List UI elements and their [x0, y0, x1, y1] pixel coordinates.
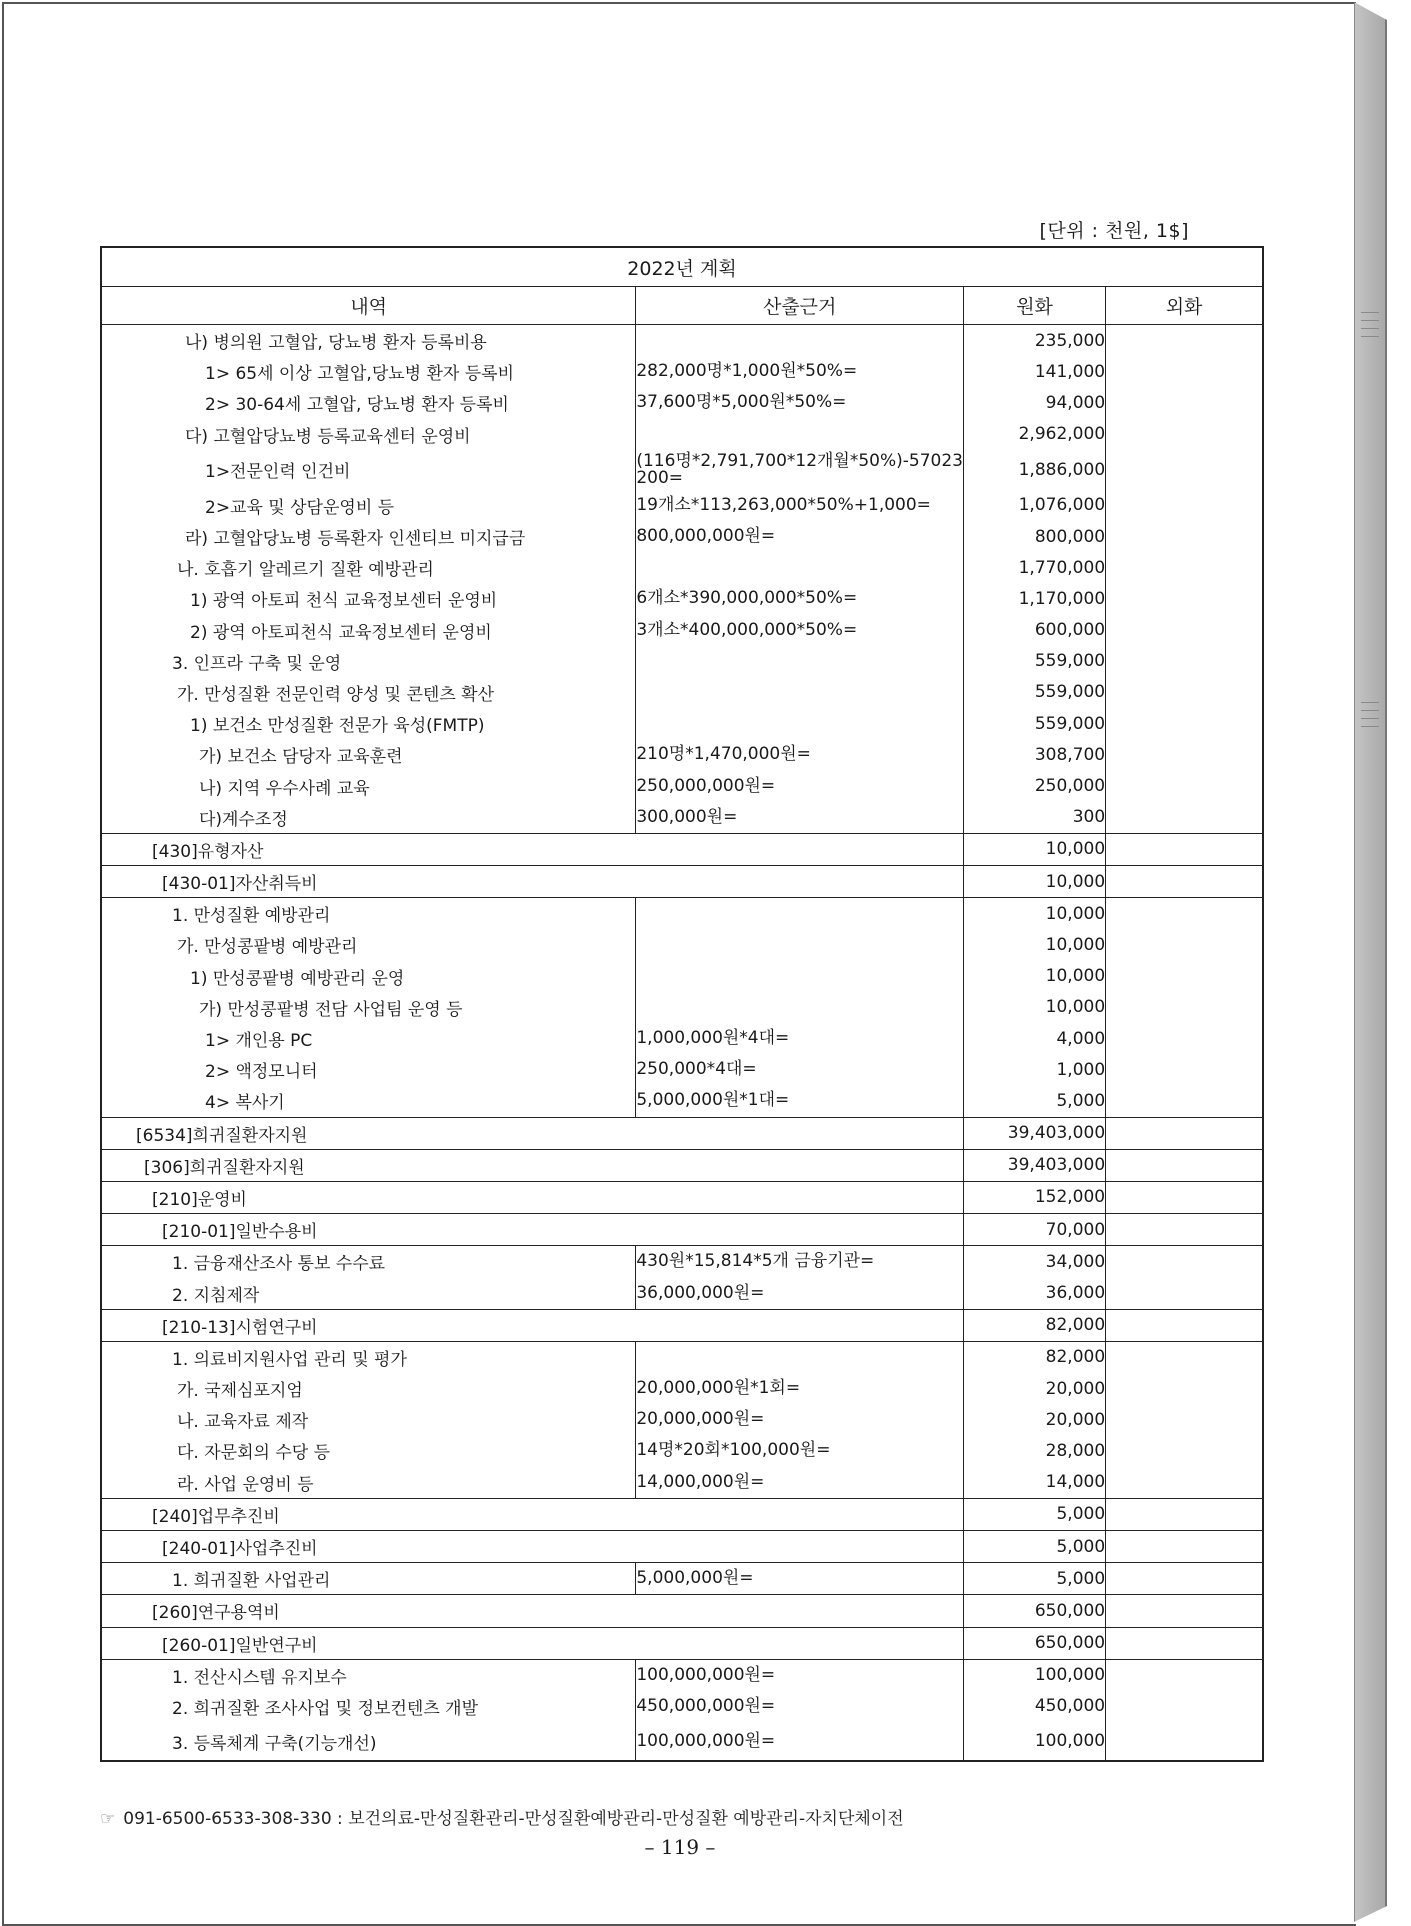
row-fx [1106, 1404, 1263, 1435]
row-krw: 20,000 [964, 1404, 1106, 1435]
row-krw: 1,770,000 [964, 552, 1106, 583]
table-row [101, 1691, 1263, 1722]
table-row [101, 521, 1263, 552]
table-row [101, 1722, 1263, 1761]
row-item: 나) 병의원 고혈압, 당뇨병 환자 등록비용 [101, 325, 636, 357]
row-basis [636, 1341, 964, 1373]
row-basis: (116명*2,791,700*12개월*50%)-57023 200= [636, 450, 963, 488]
row-item: 라. 사업 운영비 등 [101, 1467, 636, 1499]
row-item: 가) 보건소 담당자 교육훈련 [101, 739, 636, 770]
row-basis [636, 325, 964, 357]
row-item: 1. 전산시스템 유지보수 [101, 1659, 636, 1691]
row-item: [240]업무추진비 [101, 1498, 964, 1530]
row-fx [1106, 1214, 1263, 1246]
row-fx [1106, 1498, 1263, 1530]
row-item: 2> 30-64세 고혈압, 당뇨병 환자 등록비 [101, 387, 636, 418]
table-row [101, 739, 1263, 770]
row-krw: 250,000 [964, 770, 1106, 801]
row-fx [1106, 833, 1263, 865]
pointing-hand-icon: ☞ [100, 1809, 116, 1829]
row-krw: 559,000 [964, 646, 1106, 677]
row-basis [636, 552, 964, 583]
row-basis: 5,000,000원= [636, 1563, 964, 1595]
table-row [101, 1246, 1263, 1278]
row-basis: 6개소*390,000,000*50%= [636, 583, 964, 614]
row-fx [1106, 1595, 1263, 1627]
row-fx [1106, 1435, 1263, 1466]
row-fx [1106, 521, 1263, 552]
table-row [101, 1181, 1263, 1213]
row-fx [1106, 1659, 1263, 1691]
row-item: 라) 고혈압당뇨병 등록환자 인센티브 미지급금 [101, 521, 636, 552]
row-item: [210]운영비 [101, 1181, 964, 1213]
column-header-fx: 외화 [1106, 287, 1263, 325]
row-item: 3. 등록체계 구축(기능개선) [101, 1722, 636, 1761]
page-number: – 119 – [644, 1835, 716, 1859]
row-krw: 39,403,000 [964, 1117, 1106, 1149]
row-fx [1106, 583, 1263, 614]
column-header-item: 내역 [101, 287, 636, 325]
row-basis [636, 419, 964, 450]
row-basis: 250,000*4대= [636, 1054, 964, 1085]
row-fx [1106, 929, 1263, 960]
row-basis: 282,000명*1,000원*50%= [636, 356, 964, 387]
row-fx [1106, 1117, 1263, 1149]
row-krw: 559,000 [964, 708, 1106, 739]
row-fx [1106, 325, 1263, 357]
row-item: [306]희귀질환자지원 [101, 1149, 964, 1181]
row-fx [1106, 1085, 1263, 1117]
row-fx [1106, 1691, 1263, 1722]
row-item: 1. 희귀질환 사업관리 [101, 1563, 636, 1595]
row-fx [1106, 356, 1263, 387]
row-item: 2) 광역 아토피천식 교육정보센터 운영비 [101, 615, 636, 646]
row-krw: 308,700 [964, 739, 1106, 770]
row-fx [1106, 866, 1263, 898]
row-basis: 210명*1,470,000원= [636, 739, 964, 770]
table-row [101, 1498, 1263, 1530]
table-row [101, 770, 1263, 801]
unit-label: [단위 : 천원, 1$] [1039, 220, 1189, 242]
row-item: 가. 만성질환 전문인력 양성 및 콘텐츠 확산 [101, 677, 636, 708]
row-krw: 5,000 [964, 1085, 1106, 1117]
table-row [101, 552, 1263, 583]
row-fx [1106, 646, 1263, 677]
table-row [101, 1214, 1263, 1246]
footnote [100, 1804, 904, 1829]
row-basis: 37,600명*5,000원*50%= [636, 387, 964, 418]
row-fx [1106, 708, 1263, 739]
row-basis [636, 646, 964, 677]
row-fx [1106, 1467, 1263, 1499]
row-fx [1106, 1373, 1263, 1404]
row-item: 2. 지침제작 [101, 1277, 636, 1309]
table-row [101, 1627, 1263, 1659]
row-basis: 100,000,000원= [636, 1722, 964, 1761]
row-fx [1106, 450, 1263, 490]
row-item: 2>교육 및 상담운영비 등 [101, 490, 636, 521]
row-krw: 152,000 [964, 1181, 1106, 1213]
row-basis: 800,000,000원= [636, 521, 964, 552]
row-fx [1106, 1277, 1263, 1309]
row-krw: 82,000 [964, 1309, 1106, 1341]
row-krw: 1,000 [964, 1054, 1106, 1085]
row-basis: 450,000,000원= [636, 1691, 964, 1722]
table-row [101, 1373, 1263, 1404]
row-basis [636, 677, 964, 708]
column-header-basis: 산출근거 [636, 287, 964, 325]
row-item: 가. 국제심포지엄 [101, 1373, 636, 1404]
row-krw: 2,962,000 [964, 419, 1106, 450]
table-row [101, 325, 1263, 357]
row-krw: 10,000 [964, 833, 1106, 865]
row-basis [636, 992, 964, 1023]
row-item: [430]유형자산 [101, 833, 964, 865]
row-basis [636, 929, 964, 960]
row-fx [1106, 1149, 1263, 1181]
row-fx [1106, 490, 1263, 521]
row-item: 3. 인프라 구축 및 운영 [101, 646, 636, 677]
table-row [101, 833, 1263, 865]
row-krw: 1,170,000 [964, 583, 1106, 614]
table-row [101, 646, 1263, 677]
row-item: 4> 복사기 [101, 1085, 636, 1117]
row-fx [1106, 739, 1263, 770]
row-item: 1) 보건소 만성질환 전문가 육성(FMTP) [101, 708, 636, 739]
row-fx [1106, 552, 1263, 583]
row-item: 1. 금융재산조사 통보 수수료 [101, 1246, 636, 1278]
row-basis: 250,000,000원= [636, 770, 964, 801]
row-fx [1106, 802, 1263, 834]
row-basis [636, 961, 964, 992]
row-krw: 650,000 [964, 1627, 1106, 1659]
row-krw: 10,000 [964, 961, 1106, 992]
row-item: 다)계수조정 [101, 802, 636, 834]
row-krw: 100,000 [964, 1722, 1106, 1761]
table-row [101, 1054, 1263, 1085]
table-row [101, 1563, 1263, 1595]
row-basis: 1,000,000원*4대= [636, 1023, 964, 1054]
row-fx [1106, 1246, 1263, 1278]
row-item: 1) 만성콩팥병 예방관리 운영 [101, 961, 636, 992]
row-fx [1106, 1627, 1263, 1659]
row-fx [1106, 1181, 1263, 1213]
table-row [101, 677, 1263, 708]
row-item: 1> 65세 이상 고혈압,당뇨병 환자 등록비 [101, 356, 636, 387]
table-row [101, 708, 1263, 739]
row-item: [260-01]일반연구비 [101, 1627, 964, 1659]
table-row [101, 583, 1263, 614]
row-fx [1106, 961, 1263, 992]
row-basis: 14,000,000원= [636, 1467, 964, 1499]
table-row [101, 387, 1263, 418]
row-item: [260]연구용역비 [101, 1595, 964, 1627]
table-row [101, 929, 1263, 960]
row-fx [1106, 1530, 1263, 1562]
row-fx [1106, 1341, 1263, 1373]
row-krw: 14,000 [964, 1467, 1106, 1499]
row-krw: 28,000 [964, 1435, 1106, 1466]
row-krw: 600,000 [964, 615, 1106, 646]
table-row [101, 356, 1263, 387]
row-item: 나) 지역 우수사례 교육 [101, 770, 636, 801]
document-page [2, 2, 1356, 1926]
row-krw: 94,000 [964, 387, 1106, 418]
row-krw: 34,000 [964, 1246, 1106, 1278]
table-row [101, 898, 1263, 930]
row-item: 1. 의료비지원사업 관리 및 평가 [101, 1341, 636, 1373]
row-basis: 3개소*400,000,000*50%= [636, 615, 964, 646]
row-basis [636, 708, 964, 739]
row-basis: 20,000,000원*1회= [636, 1373, 964, 1404]
table-row [101, 1595, 1263, 1627]
table-row [101, 1341, 1263, 1373]
row-krw: 141,000 [964, 356, 1106, 387]
table-row [101, 1277, 1263, 1309]
row-krw: 82,000 [964, 1341, 1106, 1373]
row-krw: 100,000 [964, 1659, 1106, 1691]
table-row [101, 1085, 1263, 1117]
row-krw: 650,000 [964, 1595, 1106, 1627]
row-fx [1106, 1563, 1263, 1595]
row-krw: 800,000 [964, 521, 1106, 552]
row-item: 나. 교육자료 제작 [101, 1404, 636, 1435]
table-row [101, 802, 1263, 834]
column-header-krw: 원화 [964, 287, 1106, 325]
row-krw: 5,000 [964, 1530, 1106, 1562]
table-row [101, 992, 1263, 1023]
footnote-text: 091-6500-6533-308-330 : 보건의료-만성질환관리-만성질환예방관리-만성질환 예방관리-자치단체이전 [123, 1809, 904, 1829]
row-krw: 10,000 [964, 866, 1106, 898]
row-item: 2> 액정모니터 [101, 1054, 636, 1085]
row-krw: 450,000 [964, 1691, 1106, 1722]
row-item: 다. 자문회의 수당 등 [101, 1435, 636, 1466]
table-row [101, 490, 1263, 521]
budget-table [100, 246, 1264, 1762]
row-krw: 36,000 [964, 1277, 1106, 1309]
budget-rows [101, 325, 1263, 1762]
row-item: 가. 만성콩팥병 예방관리 [101, 929, 636, 960]
table-row [101, 1149, 1263, 1181]
row-item: 나. 호흡기 알레르기 질환 예방관리 [101, 552, 636, 583]
table-row [101, 1467, 1263, 1499]
row-krw: 5,000 [964, 1498, 1106, 1530]
period-header: 2022년 계획 [101, 247, 1263, 287]
table-row [101, 1117, 1263, 1149]
row-basis: 20,000,000원= [636, 1404, 964, 1435]
row-item: [210-13]시험연구비 [101, 1309, 964, 1341]
row-krw: 20,000 [964, 1373, 1106, 1404]
row-item: 1> 개인용 PC [101, 1023, 636, 1054]
row-krw: 235,000 [964, 325, 1106, 357]
table-row [101, 1435, 1263, 1466]
row-basis: 300,000원= [636, 802, 964, 834]
row-basis: 14명*20회*100,000원= [636, 1435, 964, 1466]
row-basis: 100,000,000원= [636, 1659, 964, 1691]
table-row [101, 1659, 1263, 1691]
row-basis: 5,000,000원*1대= [636, 1085, 964, 1117]
row-item: 가) 만성콩팥병 전담 사업팀 운영 등 [101, 992, 636, 1023]
table-row [101, 1530, 1263, 1562]
table-row [101, 961, 1263, 992]
row-item: 1>전문인력 인건비 [101, 450, 636, 490]
row-basis: 19개소*113,263,000*50%+1,000= [636, 490, 964, 521]
row-basis: 36,000,000원= [636, 1277, 964, 1309]
row-item: 2. 희귀질환 조사사업 및 정보컨텐츠 개발 [101, 1691, 636, 1722]
row-fx [1106, 770, 1263, 801]
row-krw: 4,000 [964, 1023, 1106, 1054]
row-krw: 1,076,000 [964, 490, 1106, 521]
row-basis [636, 898, 964, 930]
table-row [101, 419, 1263, 450]
row-fx [1106, 898, 1263, 930]
row-item: [430-01]자산취득비 [101, 866, 964, 898]
row-krw: 300 [964, 802, 1106, 834]
table-row [101, 615, 1263, 646]
table-row [101, 866, 1263, 898]
row-krw: 10,000 [964, 992, 1106, 1023]
row-fx [1106, 615, 1263, 646]
row-item: [210-01]일반수용비 [101, 1214, 964, 1246]
row-fx [1106, 1309, 1263, 1341]
row-fx [1106, 419, 1263, 450]
row-krw: 559,000 [964, 677, 1106, 708]
row-fx [1106, 677, 1263, 708]
table-row [101, 1309, 1263, 1341]
row-item: [240-01]사업추진비 [101, 1530, 964, 1562]
row-fx [1106, 387, 1263, 418]
row-krw: 1,886,000 [964, 450, 1106, 490]
row-item: [6534]희귀질환자지원 [101, 1117, 964, 1149]
row-item: 1. 만성질환 예방관리 [101, 898, 636, 930]
row-fx [1106, 992, 1263, 1023]
row-fx [1106, 1023, 1263, 1054]
table-row [101, 1023, 1263, 1054]
table-row [101, 450, 1263, 490]
row-krw: 5,000 [964, 1563, 1106, 1595]
page-edge [1354, 2, 1387, 1922]
row-krw: 10,000 [964, 898, 1106, 930]
row-item: 1) 광역 아토피 천식 교육정보센터 운영비 [101, 583, 636, 614]
row-fx [1106, 1722, 1263, 1761]
row-krw: 10,000 [964, 929, 1106, 960]
row-krw: 39,403,000 [964, 1149, 1106, 1181]
row-krw: 70,000 [964, 1214, 1106, 1246]
table-row [101, 1404, 1263, 1435]
row-basis: 430원*15,814*5개 금융기관= [636, 1246, 964, 1278]
row-item: 다) 고혈압당뇨병 등록교육센터 운영비 [101, 419, 636, 450]
row-fx [1106, 1054, 1263, 1085]
